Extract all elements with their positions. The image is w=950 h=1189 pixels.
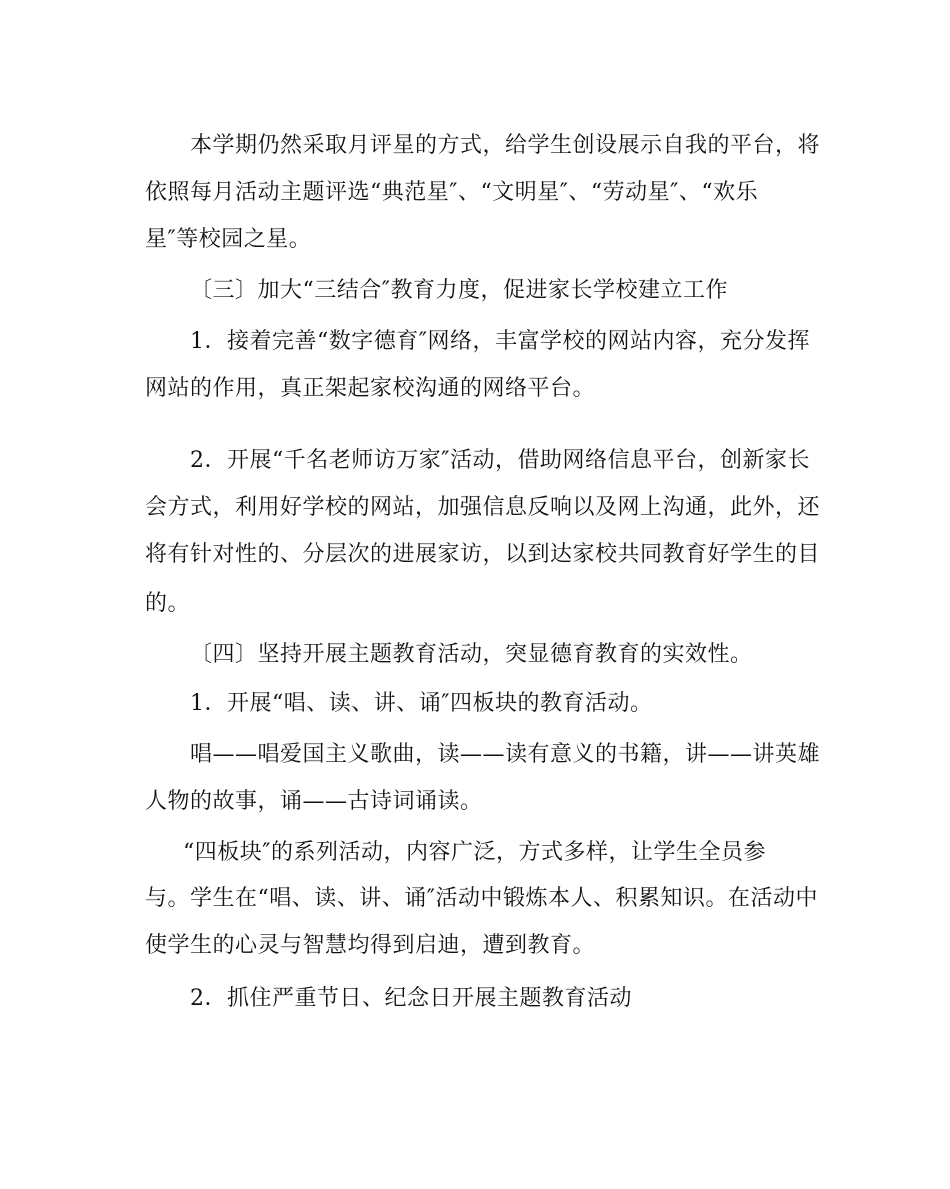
- section-heading: 〔三〕加大“三结合″教育力度，促进家长学校建立工作: [190, 278, 728, 303]
- text-line: 的。: [145, 591, 191, 616]
- section-heading: 〔四〕坚持开展主题教育活动，突显德育教育的实效性。: [190, 642, 753, 667]
- text-line: 1．接着完善“数字德育″网络，丰富学校的网站内容，充分发挥: [190, 329, 810, 354]
- text-line: 星″等校园之星。: [145, 227, 312, 252]
- text-line: 人物的故事，诵——古诗词诵读。: [145, 789, 483, 814]
- text-line: 2．抓住严重节日、纪念日开展主题教育活动: [190, 986, 632, 1011]
- text-line: 唱——唱爱国主义歌曲，读——读有意义的书籍，讲——讲英雄: [190, 742, 821, 767]
- text-line: 本学期仍然采取月评星的方式，给学生创设展示自我的平台，将: [190, 133, 821, 158]
- text-line: 使学生的心灵与智慧均得到启迪，遭到教育。: [145, 933, 596, 958]
- text-line: “四板块″的系列活动，内容广泛，方式多样，让学生全员参: [183, 840, 766, 865]
- text-line: 依照每月活动主题评选“典范星″、“文明星″、“劳动星″、“欢乐: [145, 180, 759, 205]
- text-line: 将有针对性的、分层次的进展家访，以到达家校共同教育好学生的目: [145, 542, 821, 567]
- text-line: 会方式，利用好学校的网站，加强信息反响以及网上沟通，此外，还: [145, 495, 821, 520]
- text-line: 2．开展“千名老师访万家″活动，借助网络信息平台，创新家长: [190, 448, 810, 473]
- text-line: 网站的作用，真正架起家校沟通的网络平台。: [145, 376, 596, 401]
- text-line: 与。学生在“唱、读、讲、诵″活动中锻炼本人、积累知识。在活动中: [145, 886, 818, 911]
- text-line: 1．开展“唱、读、讲、诵″四板块的教育活动。: [190, 691, 653, 716]
